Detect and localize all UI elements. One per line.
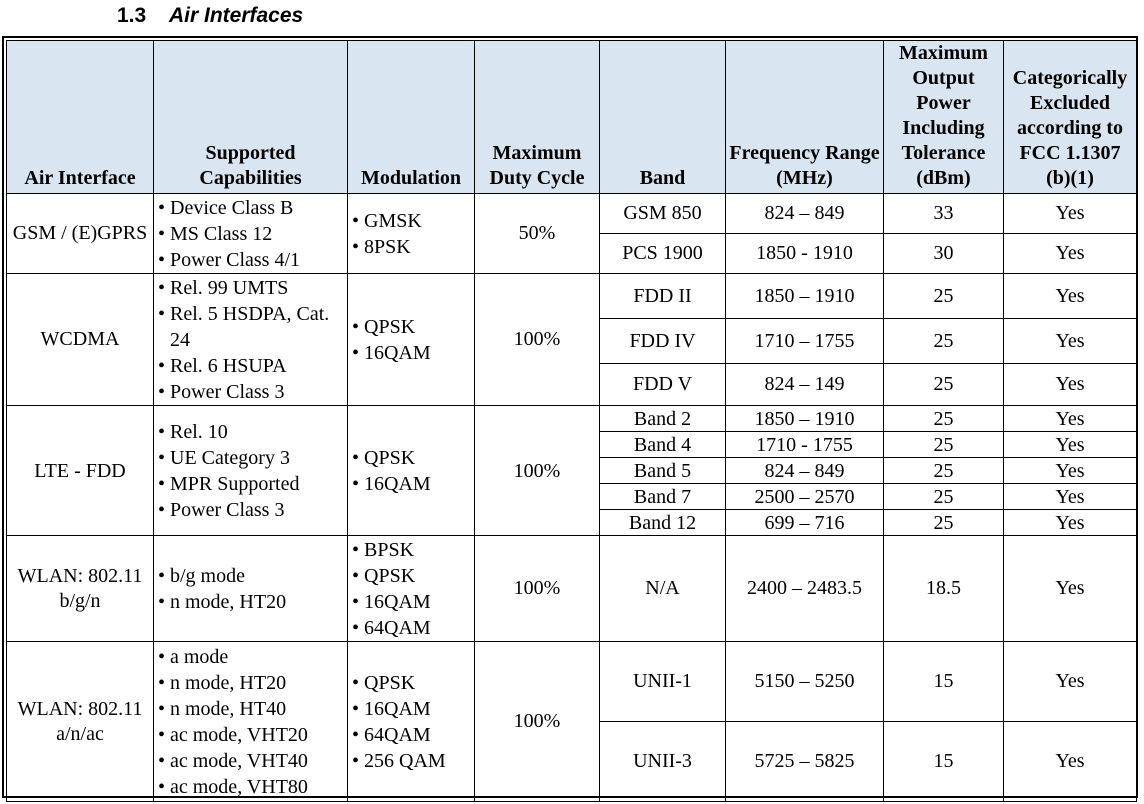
frequency-cell: 824 – 149: [726, 364, 884, 406]
section-heading: [117, 4, 303, 28]
section-number: 1.3: [117, 4, 147, 27]
band-cell: PCS 1900: [600, 234, 726, 274]
capability-item: • a mode: [158, 644, 344, 670]
power-cell: 25: [884, 458, 1004, 484]
capability-item: • UE Category 3: [158, 445, 344, 471]
excluded-cell: Yes: [1004, 722, 1137, 802]
modulation-item: • 64QAM: [352, 615, 471, 641]
capability-item: • n mode, HT40: [158, 696, 344, 722]
band-cell: GSM 850: [600, 194, 726, 234]
capabilities-list: [158, 419, 344, 523]
header-capabilities: Supported Capabilities: [154, 41, 348, 194]
excluded-cell: Yes: [1004, 510, 1137, 536]
air-interfaces-table-frame: [2, 36, 1138, 798]
capability-item: • Power Class 3: [158, 497, 344, 523]
band-cell: Band 2: [600, 406, 726, 432]
capability-item: • Rel. 10: [158, 419, 344, 445]
duty-cycle-cell: 100%: [475, 406, 600, 536]
air-interface-cell: GSM / (E)GPRS: [7, 194, 154, 274]
frequency-cell: 1850 – 1910: [726, 274, 884, 319]
power-cell: 25: [884, 319, 1004, 364]
header-excluded: Categorically Excluded according to FCC 1.1307 (b)(1): [1004, 41, 1137, 194]
capabilities-cell: [154, 406, 348, 536]
capability-item: • Power Class 3: [158, 379, 344, 405]
air-interfaces-table: [6, 40, 1137, 802]
table-row: [7, 536, 1137, 642]
band-cell: Band 4: [600, 432, 726, 458]
frequency-cell: 824 – 849: [726, 458, 884, 484]
frequency-cell: 699 – 716: [726, 510, 884, 536]
band-cell: FDD II: [600, 274, 726, 319]
excluded-cell: Yes: [1004, 234, 1137, 274]
modulation-item: • 8PSK: [352, 234, 471, 260]
modulation-cell: [348, 274, 475, 406]
excluded-cell: Yes: [1004, 432, 1137, 458]
excluded-cell: Yes: [1004, 484, 1137, 510]
band-cell: UNII-1: [600, 642, 726, 722]
capability-item: • n mode, HT20: [158, 589, 344, 615]
modulation-cell: [348, 536, 475, 642]
modulation-cell: [348, 406, 475, 536]
excluded-cell: Yes: [1004, 406, 1137, 432]
capability-item: • Power Class 4/1: [158, 247, 344, 273]
excluded-cell: Yes: [1004, 364, 1137, 406]
power-cell: 25: [884, 484, 1004, 510]
modulation-cell: [348, 194, 475, 274]
band-cell: FDD IV: [600, 319, 726, 364]
modulation-list: [352, 537, 471, 641]
frequency-cell: 2500 – 2570: [726, 484, 884, 510]
modulation-list: [352, 208, 471, 260]
band-cell: N/A: [600, 536, 726, 642]
frequency-cell: 1850 – 1910: [726, 406, 884, 432]
excluded-cell: Yes: [1004, 642, 1137, 722]
excluded-cell: Yes: [1004, 319, 1137, 364]
modulation-item: • QPSK: [352, 563, 471, 589]
modulation-list: [352, 445, 471, 497]
excluded-cell: Yes: [1004, 458, 1137, 484]
table-row: [7, 642, 1137, 722]
capability-item: • Device Class B: [158, 195, 344, 221]
band-cell: FDD V: [600, 364, 726, 406]
modulation-item: • BPSK: [352, 537, 471, 563]
modulation-item: • QPSK: [352, 445, 471, 471]
excluded-cell: Yes: [1004, 536, 1137, 642]
header-duty-cycle: Maximum Duty Cycle: [475, 41, 600, 194]
power-cell: 15: [884, 722, 1004, 802]
capability-item: • ac mode, VHT40: [158, 748, 344, 774]
header-frequency: Frequency Range (MHz): [726, 41, 884, 194]
table-row: [7, 274, 1137, 319]
capabilities-list: [158, 644, 344, 800]
capabilities-list: [158, 275, 344, 405]
power-cell: 30: [884, 234, 1004, 274]
frequency-cell: 5150 – 5250: [726, 642, 884, 722]
capability-item: • n mode, HT20: [158, 670, 344, 696]
modulation-list: [352, 314, 471, 366]
air-interface-cell: WLAN: 802.11 b/g/n: [7, 536, 154, 642]
excluded-cell: Yes: [1004, 194, 1137, 234]
excluded-cell: Yes: [1004, 274, 1137, 319]
band-cell: UNII-3: [600, 722, 726, 802]
frequency-cell: 5725 – 5825: [726, 722, 884, 802]
duty-cycle-cell: 100%: [475, 642, 600, 802]
capabilities-cell: [154, 536, 348, 642]
band-cell: Band 7: [600, 484, 726, 510]
duty-cycle-cell: 100%: [475, 274, 600, 406]
modulation-cell: [348, 642, 475, 802]
capability-item: • Rel. 5 HSDPA, Cat. 24: [158, 301, 344, 353]
capabilities-list: [158, 195, 344, 273]
modulation-item: • 16QAM: [352, 589, 471, 615]
header-row: [7, 41, 1137, 194]
air-interface-cell: WLAN: 802.11 a/n/ac: [7, 642, 154, 802]
capabilities-cell: [154, 194, 348, 274]
capability-item: • Rel. 99 UMTS: [158, 275, 344, 301]
power-cell: 25: [884, 406, 1004, 432]
power-cell: 18.5: [884, 536, 1004, 642]
header-modulation: Modulation: [348, 41, 475, 194]
table-row: [7, 406, 1137, 432]
modulation-item: • 16QAM: [352, 696, 471, 722]
capability-item: • MPR Supported: [158, 471, 344, 497]
duty-cycle-cell: 50%: [475, 194, 600, 274]
power-cell: 25: [884, 274, 1004, 319]
air-interface-cell: LTE - FDD: [7, 406, 154, 536]
modulation-item: • 256 QAM: [352, 748, 471, 774]
modulation-item: • QPSK: [352, 314, 471, 340]
frequency-cell: 1710 – 1755: [726, 319, 884, 364]
header-air-interface: Air Interface: [7, 41, 154, 194]
frequency-cell: 824 – 849: [726, 194, 884, 234]
section-title: Air Interfaces: [169, 4, 304, 27]
modulation-item: • QPSK: [352, 670, 471, 696]
capability-item: • b/g mode: [158, 563, 344, 589]
capability-item: • ac mode, VHT80: [158, 774, 344, 800]
modulation-item: • 16QAM: [352, 340, 471, 366]
capability-item: • ac mode, VHT20: [158, 722, 344, 748]
power-cell: 15: [884, 642, 1004, 722]
frequency-cell: 1850 - 1910: [726, 234, 884, 274]
header-band: Band: [600, 41, 726, 194]
modulation-item: • 64QAM: [352, 722, 471, 748]
modulation-list: [352, 670, 471, 774]
capability-item: • MS Class 12: [158, 221, 344, 247]
frequency-cell: 1710 - 1755: [726, 432, 884, 458]
capabilities-cell: [154, 642, 348, 802]
band-cell: Band 12: [600, 510, 726, 536]
frequency-cell: 2400 – 2483.5: [726, 536, 884, 642]
table-row: [7, 194, 1137, 234]
duty-cycle-cell: 100%: [475, 536, 600, 642]
power-cell: 25: [884, 510, 1004, 536]
power-cell: 33: [884, 194, 1004, 234]
power-cell: 25: [884, 432, 1004, 458]
header-power: Maximum Output Power Including Tolerance (dBm): [884, 41, 1004, 194]
capability-item: • Rel. 6 HSUPA: [158, 353, 344, 379]
modulation-item: • 16QAM: [352, 471, 471, 497]
band-cell: Band 5: [600, 458, 726, 484]
capabilities-cell: [154, 274, 348, 406]
power-cell: 25: [884, 364, 1004, 406]
capabilities-list: [158, 563, 344, 615]
air-interface-cell: WCDMA: [7, 274, 154, 406]
modulation-item: • GMSK: [352, 208, 471, 234]
